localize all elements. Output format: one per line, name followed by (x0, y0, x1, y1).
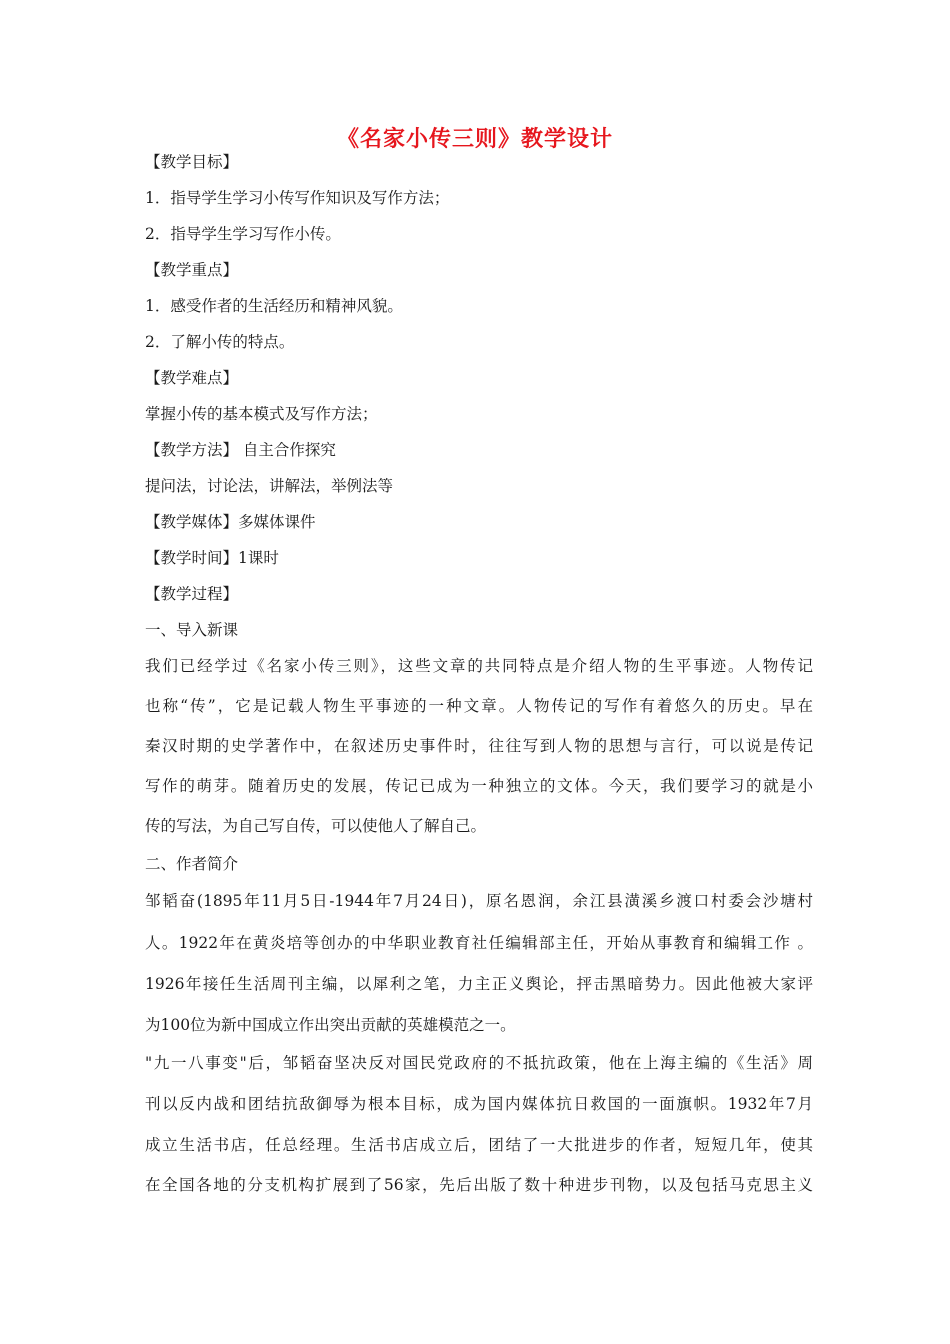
document-title: 《名家小传三则》教学设计 (336, 127, 613, 152)
subsection-heading-author: 二、作者简介 (145, 855, 239, 873)
text-line: 1．指导学生学习小传写作知识及写作方法； (145, 189, 450, 207)
paragraph-line: 人。1922年在黄炎培等创办的中华职业教育社任编辑部主任，开始从事教育和编辑工作 。 (145, 934, 813, 952)
paragraph-line: 邹韬奋(1895年11月5日-1944年7月24日)，原名恩润，余江县潢溪乡渡口村委会沙塘村 (145, 892, 813, 910)
text-line: 1．感受作者的生活经历和精神风貌。 (145, 297, 403, 315)
section-heading-process: 【教学过程】 (145, 585, 239, 603)
section-heading-key-points: 【教学重点】 (145, 261, 239, 279)
paragraph-line: 刊以反内战和团结抗敌御辱为根本目标，成为国内媒体抗日救国的一面旗帜。1932年7月 (145, 1095, 813, 1113)
section-heading-media: 【教学媒体】多媒体课件 (145, 513, 316, 531)
section-heading-objectives: 【教学目标】 (145, 153, 239, 171)
paragraph-line: 为100位为新中国成立作出突出贡献的英雄模范之一。 (145, 1016, 516, 1034)
paragraph-line: 写作的萌芽。随着历史的发展，传记已成为一种独立的文体。今天，我们要学习的就是小 (145, 777, 813, 795)
paragraph-line: 也称“传”，它是记载人物生平事迹的一种文章。人物传记的写作有着悠久的历史。早在 (145, 697, 813, 715)
text-line: 掌握小传的基本模式及写作方法； (145, 405, 378, 423)
text-line: 2．了解小传的特点。 (145, 333, 295, 351)
section-heading-methods: 【教学方法】 自主合作探究 (145, 441, 336, 459)
subsection-heading-intro: 一、导入新课 (145, 621, 239, 639)
text-line: 2．指导学生学习写作小传。 (145, 225, 341, 243)
text-line: 提问法，讨论法，讲解法，举例法等 (145, 477, 394, 495)
paragraph-line: 秦汉时期的史学著作中，在叙述历史事件时，往往写到人物的思想与言行，可以说是传记 (145, 737, 813, 755)
paragraph-line: 在全国各地的分支机构扩展到了56家，先后出版了数十种进步刊物，以及包括马克思主义 (145, 1176, 813, 1194)
paragraph-line: 我们已经学过《名家小传三则》，这些文章的共同特点是介绍人物的生平事迹。人物传记 (145, 657, 813, 675)
paragraph-line: 传的写法，为自己写自传，可以使他人了解自己。 (145, 817, 487, 835)
section-heading-time: 【教学时间】1课时 (145, 549, 279, 567)
paragraph-line: 成立生活书店，任总经理。生活书店成立后，团结了一大批进步的作者，短短几年，使其 (145, 1136, 813, 1154)
paragraph-line: "九一八事变"后，邹韬奋坚决反对国民党政府的不抵抗政策，他在上海主编的《生活》周 (145, 1054, 813, 1072)
section-heading-difficulties: 【教学难点】 (145, 369, 239, 387)
paragraph-line: 1926年接任生活周刊主编，以犀利之笔，力主正义舆论，抨击黑暗势力。因此他被大家评 (145, 975, 813, 993)
